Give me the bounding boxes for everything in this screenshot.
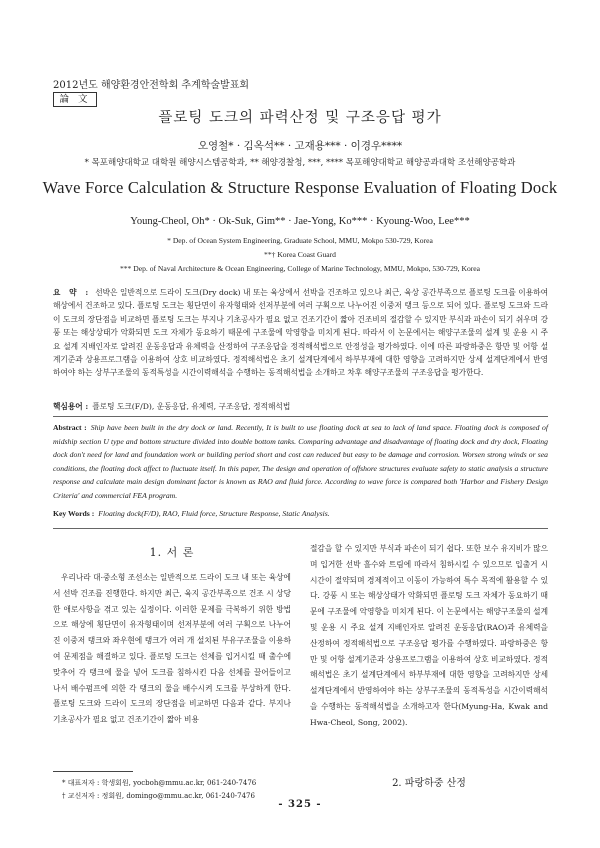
footnote-corresponding-author: † 교신저자 : 정회원, domingo@mmu.ac.kr, 061-240-7476 xyxy=(62,792,255,800)
paper-title-korean: 플로팅 도크의 파력산정 및 구조응답 평가 xyxy=(158,110,442,126)
affiliation-english-1: * Dep. of Ocean System Engineering, Graduate School, MMU, Mokpo 530-729, Korea xyxy=(167,236,433,245)
abstract-korean-label: 요 약 : xyxy=(53,288,92,297)
authors-korean: 오영철* · 김옥석** · 고재용*** · 이경우**** xyxy=(197,140,403,152)
keywords-english xyxy=(53,509,548,518)
section-1-heading: 1. 서 론 xyxy=(149,546,195,559)
paper-title-english: Wave Force Calculation & Structure Response Evaluation of Floating Dock xyxy=(42,178,558,197)
abstract-korean-text: 선박은 일반적으로 드라이 도크(Dry dock) 내 또는 육상에서 선박을 건조하고 있으나 최근, 육상 공간부족으로 플로팅 도크를 이용하여 해상에서 건조하고 있다. 플로팅 도크는 횡단면이 유자형태와 선저부분에 여러 구획으로 나누어진 이중저 탱크 등으로 되어 있다. 플로팅 도크와 드라이 도크의 장단점을 비교하면 플로팅 도크는 부지나 기초공사가 필요 없고 건조기간이 짧아 건조비의 절감할 수 있지만 부식과 파손이 되기 쉬우며 강풍 또는 해상상태가 악화되면 도크 자체가 동요하기 때문에 구조물에 악영향을 미치게 된다. 따라서 이 논문에서는 해양구조물의 설계 및 운용 시 주요 설계 지배인자로 알려진 운동응답과 유체력을 산정하여 구조응답을 정적해석법으로 안정성을 평가하였다. 이에 따른 파랑하중은 항만 및 어항 설계기준과 상용프로그램을 이용하여 상호 비교하였다. 정적해석법은 초기 설계단계에서 하부부재에 대한 영향을 고려하지만 상세 설계단계에서 반영하여야 하는 상부구조물의 동적특성을 시간이력해석을 수행하는 동적해석법을 소개하고 차후 해양구조물의 구조응답을 평가한다. xyxy=(53,288,548,378)
section-1-left-column: 우리나라 대·중소형 조선소는 일반적으로 드라이 도크 내 또는 육상에서 선박 건조를 진행한다. 하지만 최근, 육지 공간부족으로 건조 시 상당한 애로사항을 겪고 있는 실정이다. 이러한 문제를 극복하기 위한 방법으로 해상에 횡단면이 유자형태이며 선저부분에 여러 구획으로 나누어진 이중저 탱크와 좌우현에 탱크가 여러 개 설치된 부유구조물을 이용하여 문제점을 해결하고 있다. 플로팅 도크는 선체를 입거시킬 때 출수에 맞추어 각 탱크에 물을 넣어 도크를 침하시킨 다음 선체를 끌어들이고 나서 배수펌프에 의한 각 탱크의 물을 배수시켜 도크를 부상하게 한다. 플로팅 도크와 드라이 도크의 장단점을 비교하면 다음과 같다. 부지나 기초공사가 필요 없고 건조기간이 짧아 비용 xyxy=(53,573,291,725)
keywords-korean xyxy=(53,401,548,412)
keywords-korean-text: 플로팅 도크(F/D), 운동응답, 유체력, 구조응답, 정적해석법 xyxy=(92,402,291,411)
keywords-english-label: Key Words : xyxy=(53,509,95,518)
section-1-right-column: 절감을 할 수 있지만 부식과 파손이 되기 쉽다. 또한 보수 유지비가 많으며 입거한 선박 흘수와 트림에 따라서 침하시킬 수 있으므로 입출거 시 시간이 절약되며 경제적이고 이동이 가능하여 특수 목적에 활용할 수 있다. 강풍 시 또는 해상상태가 악화되면 플로팅 도크 자체가 동요하기 때문에 구조물에 악영향을 미치게 된다. 이 논문에서는 해양구조물의 설계 및 운용 시 주요 설계 지배인자로 알려진 운동응답(RAO)과 유체력을 산정하여 정적해석법으로 구조응답 평가를 수행하였다. 파랑하중은 항만 및 어항 설계기준과 상용프로그램을 이용하여 상호 비교하였다. 정적해석법은 초기 설계단계에서 하부부재에 대한 영향을 고려하지만 상세 설계단계에서 반영하여야 하는 상부구조물의 동적특성을 시간이력해석을 수행하는 동적해석법을 소개하고자 한다(Myung-Ha, Kwak and Hwa-Cheol, Song, 2002). xyxy=(310,544,548,727)
abstract-english-text: Ship have been built in the dry dock or land. Recently, It is built to use floating dock at sea to lack of land space. Floating dock is composed of midship section U type and bottom structure divided into double bottom tanks. Comparing advantage and disadvantage of floating dock and dry dock, Floating dock don't need for land and foundation work or building period short and cost can reduced but easy to be damage and corrosion. Worsen strong winds or sea conditions, the floating dock affect to fluctuate itself. In this paper, The design and operation of offshore structures evaluate safety to static analysis a structure response and calculate main design dominant factor is known as RAO and fluid force. According to wave force is compared both 'Harbor and Fishery Design Criteria' and commercial FEA program. xyxy=(53,423,548,500)
affiliation-english-3: *** Dep. of Naval Architecture & Ocean Engineering, College of Marine Technology, MMU, Mokpo, 530-729, Korea xyxy=(119,264,481,273)
section-2-heading: 2. 파랑하중 산정 xyxy=(392,778,466,789)
authors-english: Young-Cheol, Oh* · Ok-Suk, Gim** · Jae-Yong, Ko*** · Kyoung-Woo, Lee*** xyxy=(130,216,470,227)
abstract-english-label: Abstract : xyxy=(53,423,87,432)
divider-bottom xyxy=(53,528,548,529)
keywords-english-text: Floating dock(F/D), RAO, Fluid force, Structure Response, Static Analysis. xyxy=(98,509,330,518)
footnote-rule xyxy=(53,771,133,772)
abstract-english xyxy=(53,421,548,503)
affiliation-english-2: **† Korea Coast Guard xyxy=(264,250,336,259)
footnote-lead-author: * 대표저자 : 학생회원, yocboh@mmu.ac.kr, 061-240-7476 xyxy=(62,779,257,787)
abstract-korean xyxy=(53,286,548,380)
affiliation-korean: * 목포해양대학교 대학원 해양시스템공학과, ** 해양경찰청, ***, **** 목포해양대학교 해양공과대학 조선해양공학과 xyxy=(84,158,516,168)
proceedings-header: 2012년도 해양환경안전학회 추계학술발표회 xyxy=(53,80,250,91)
keywords-korean-label: 핵심용어 : xyxy=(53,402,89,411)
divider-top xyxy=(53,416,548,417)
paper-type-tag: 論 文 xyxy=(53,92,97,107)
page-number: - 325 - xyxy=(278,799,322,810)
